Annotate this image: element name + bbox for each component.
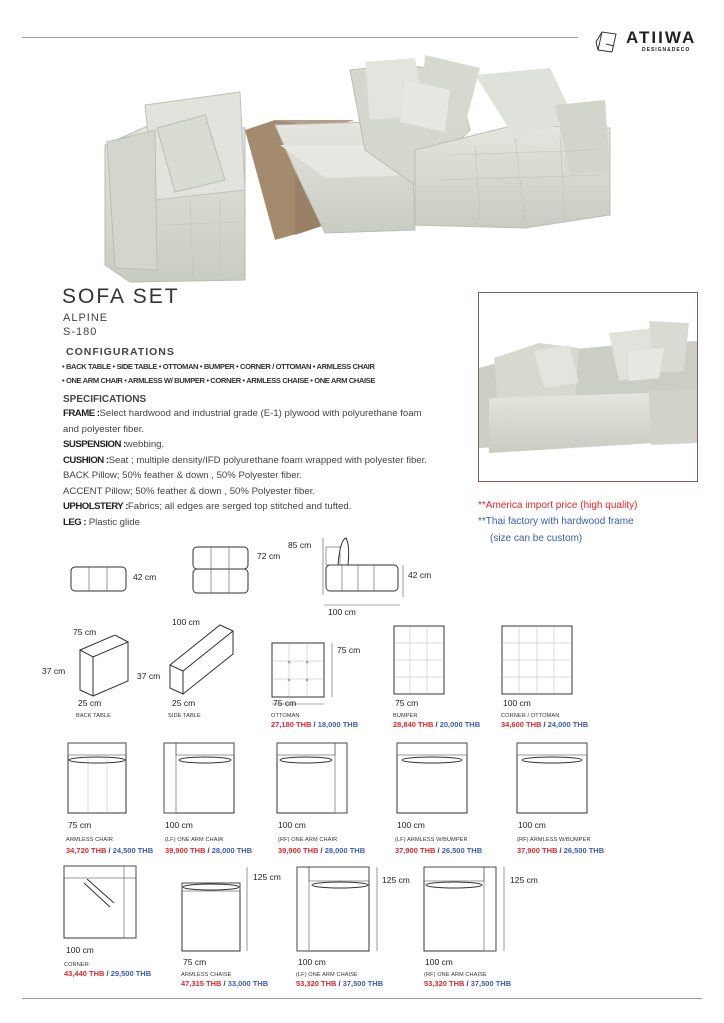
configurations-heading: CONFIGURATIONS bbox=[66, 346, 175, 358]
price-bumper: 28,840 THB / 20,000 THB bbox=[393, 720, 481, 729]
configurations-line-1: • BACK TABLE • SIDE TABLE • OTTOMAN • BUMPER • CORNER / OTTOMAN • ARMLESS CHAIR bbox=[62, 362, 375, 371]
dim-lf-armless-bumper: 100 cm bbox=[397, 820, 425, 830]
dim-armless-chaise-h: 125 cm bbox=[253, 872, 281, 882]
dim-85: 85 cm bbox=[288, 540, 312, 550]
dim-lf-one-arm-chaise-h: 125 cm bbox=[382, 875, 410, 885]
label-lf-armless-bumper: (LF) ARMLESS W/BUMPER bbox=[395, 837, 468, 843]
svg-text:✕: ✕ bbox=[287, 660, 292, 666]
price-armless-chaise: 47,315 THB / 33,000 THB bbox=[181, 979, 269, 988]
label-lf-one-arm-chair: (LF) ONE ARM CHAIR bbox=[165, 837, 224, 843]
spec-row: SUSPENSION :webbing. bbox=[63, 439, 165, 450]
dim-armless-chair: 75 cm bbox=[68, 820, 92, 830]
dim-100-profile: 100 cm bbox=[328, 607, 356, 617]
price-lf-one-arm-chair: 39,900 THB / 28,000 THB bbox=[165, 846, 253, 855]
label-rf-one-arm-chaise: (RF) ONE ARM CHAISE bbox=[424, 972, 487, 978]
dim-72: 72 cm bbox=[257, 551, 281, 561]
label-armless-chair: ARMLESS CHAIR bbox=[66, 837, 113, 843]
label-ottoman: OTTOMAN bbox=[271, 713, 300, 719]
label-corner-ottoman: CORNER / OTTOMAN bbox=[501, 713, 560, 719]
dim-armless-chaise-w: 75 cm bbox=[183, 957, 207, 967]
price-ottoman: 27,180 THB / 18,000 THB bbox=[271, 720, 359, 729]
price-lf-armless-bumper: 37,900 THB / 26,500 THB bbox=[395, 846, 483, 855]
side-table-drawing bbox=[165, 620, 245, 695]
price-armless-chair: 34,720 THB / 24,500 THB bbox=[66, 846, 154, 855]
armless-chair-drawing bbox=[66, 742, 136, 818]
corner-ottoman-drawing bbox=[500, 625, 580, 697]
price-lf-one-arm-chaise: 53,320 THB / 37,500 THB bbox=[296, 979, 384, 988]
svg-text:✕: ✕ bbox=[305, 678, 310, 684]
price-corner: 43,440 THB / 29,500 THB bbox=[64, 969, 152, 978]
spec-row: LEG : Plastic glide bbox=[63, 516, 140, 528]
dim-bumper-w: 75 cm bbox=[395, 698, 419, 708]
lf-armless-bumper-drawing bbox=[395, 742, 475, 818]
brand-tagline: DESIGN&DECO bbox=[642, 47, 691, 53]
dim-lf-one-arm-chaise-w: 100 cm bbox=[298, 957, 326, 967]
specifications-list bbox=[63, 406, 463, 530]
spec-row: FRAME :Select hardwood and industrial grade (E-1) plywood with polyurethane foam bbox=[63, 408, 422, 419]
note-custom: (size can be custom) bbox=[490, 533, 583, 544]
dim-corner-ottoman-w: 100 cm bbox=[503, 698, 531, 708]
label-side-table: SIDE TABLE bbox=[168, 713, 201, 719]
spec-row: UPHOLSTERY :Fabrics; all edges are serged top stitched and tufted. bbox=[63, 501, 352, 512]
price-rf-one-arm-chaise: 53,320 THB / 37,500 THB bbox=[424, 979, 512, 988]
dim-back-table-37: 37 cm bbox=[42, 666, 66, 676]
spec-row: ACCENT Pillow; 50% feather & down , 50% Polyester fiber. bbox=[63, 485, 316, 497]
label-corner: CORNER bbox=[64, 962, 89, 968]
note-thai: **Thai factory with hardwood frame bbox=[478, 516, 634, 527]
svg-text:✕: ✕ bbox=[287, 678, 292, 684]
spec-row: BACK Pillow; 50% feather & down , 50% Polyester fiber. bbox=[63, 470, 302, 481]
label-rf-armless-bumper: (RF) ARMLESS W/BUMPER bbox=[517, 837, 591, 843]
dim-rf-one-arm-chair: 100 cm bbox=[278, 820, 306, 830]
back-table-drawing bbox=[70, 630, 140, 700]
armless-chaise-drawing bbox=[180, 865, 255, 955]
bottom-rule bbox=[22, 998, 702, 999]
lf-one-arm-chair-drawing bbox=[162, 742, 242, 818]
dim-rf-one-arm-chaise-w: 100 cm bbox=[425, 957, 453, 967]
dim-side-table-100: 100 cm bbox=[172, 617, 200, 627]
brand-name: ATIIWA bbox=[626, 28, 697, 47]
configurations-line-2: • ONE ARM CHAIR • ARMLESS W/ BUMPER • CORNER • ARMLESS CHAISE • ONE ARM CHAISE bbox=[62, 376, 375, 385]
sofa-detail-photo bbox=[478, 292, 698, 482]
label-back-table: BACK TABLE bbox=[76, 713, 111, 719]
lf-one-arm-chaise-drawing bbox=[295, 865, 385, 955]
dim-ottoman-h: 75 cm bbox=[337, 645, 361, 655]
side-view-profile bbox=[318, 535, 408, 615]
dim-42-low: 42 cm bbox=[133, 572, 157, 582]
price-rf-one-arm-chair: 39,900 THB / 28,000 THB bbox=[278, 846, 366, 855]
dim-side-table-25: 25 cm bbox=[172, 698, 196, 708]
bumper-drawing bbox=[392, 625, 452, 697]
note-america: **America import price (high quality) bbox=[478, 500, 638, 511]
spec-row: and polyester fiber. bbox=[63, 423, 145, 435]
dim-rf-armless-bumper: 100 cm bbox=[518, 820, 546, 830]
corner-drawing bbox=[62, 865, 142, 945]
dim-ottoman-w: 75 cm bbox=[273, 698, 297, 708]
dim-side-table-37: 37 cm bbox=[137, 671, 161, 681]
dim-lf-one-arm-chair: 100 cm bbox=[165, 820, 193, 830]
price-rf-armless-bumper: 37,900 THB / 26,500 THB bbox=[517, 846, 605, 855]
rf-armless-bumper-drawing bbox=[515, 742, 595, 818]
label-bumper: BUMPER bbox=[393, 713, 418, 719]
label-lf-one-arm-chaise: (LF) ONE ARM CHAISE bbox=[296, 972, 358, 978]
rf-one-arm-chair-drawing bbox=[275, 742, 355, 818]
dim-42-profile: 42 cm bbox=[408, 570, 432, 580]
dim-rf-one-arm-chaise-h: 125 cm bbox=[510, 875, 538, 885]
product-title: SOFA SET bbox=[62, 285, 180, 308]
label-armless-chaise: ARMLESS CHAISE bbox=[181, 972, 232, 978]
specifications-heading: SPECIFICATIONS bbox=[63, 394, 147, 405]
product-model: ALPINE bbox=[63, 312, 109, 324]
label-rf-one-arm-chair: (RF) ONE ARM CHAIR bbox=[278, 837, 338, 843]
rf-one-arm-chaise-drawing bbox=[422, 865, 512, 955]
product-code: S-180 bbox=[63, 326, 98, 338]
svg-text:✕: ✕ bbox=[305, 660, 310, 666]
spec-row: CUSHION :Seat ; multiple density/IFD polyurethane foam wrapped with polyester fiber. bbox=[63, 454, 427, 466]
dim-corner: 100 cm bbox=[66, 945, 94, 955]
side-view-low bbox=[70, 565, 130, 595]
top-rule bbox=[22, 37, 578, 38]
dim-back-table-25: 25 cm bbox=[78, 698, 102, 708]
price-corner-ottoman: 34,600 THB / 24,000 THB bbox=[501, 720, 589, 729]
side-view-back bbox=[192, 545, 252, 600]
sofa-set-photo bbox=[95, 50, 615, 285]
dim-back-table-75: 75 cm bbox=[73, 627, 97, 637]
